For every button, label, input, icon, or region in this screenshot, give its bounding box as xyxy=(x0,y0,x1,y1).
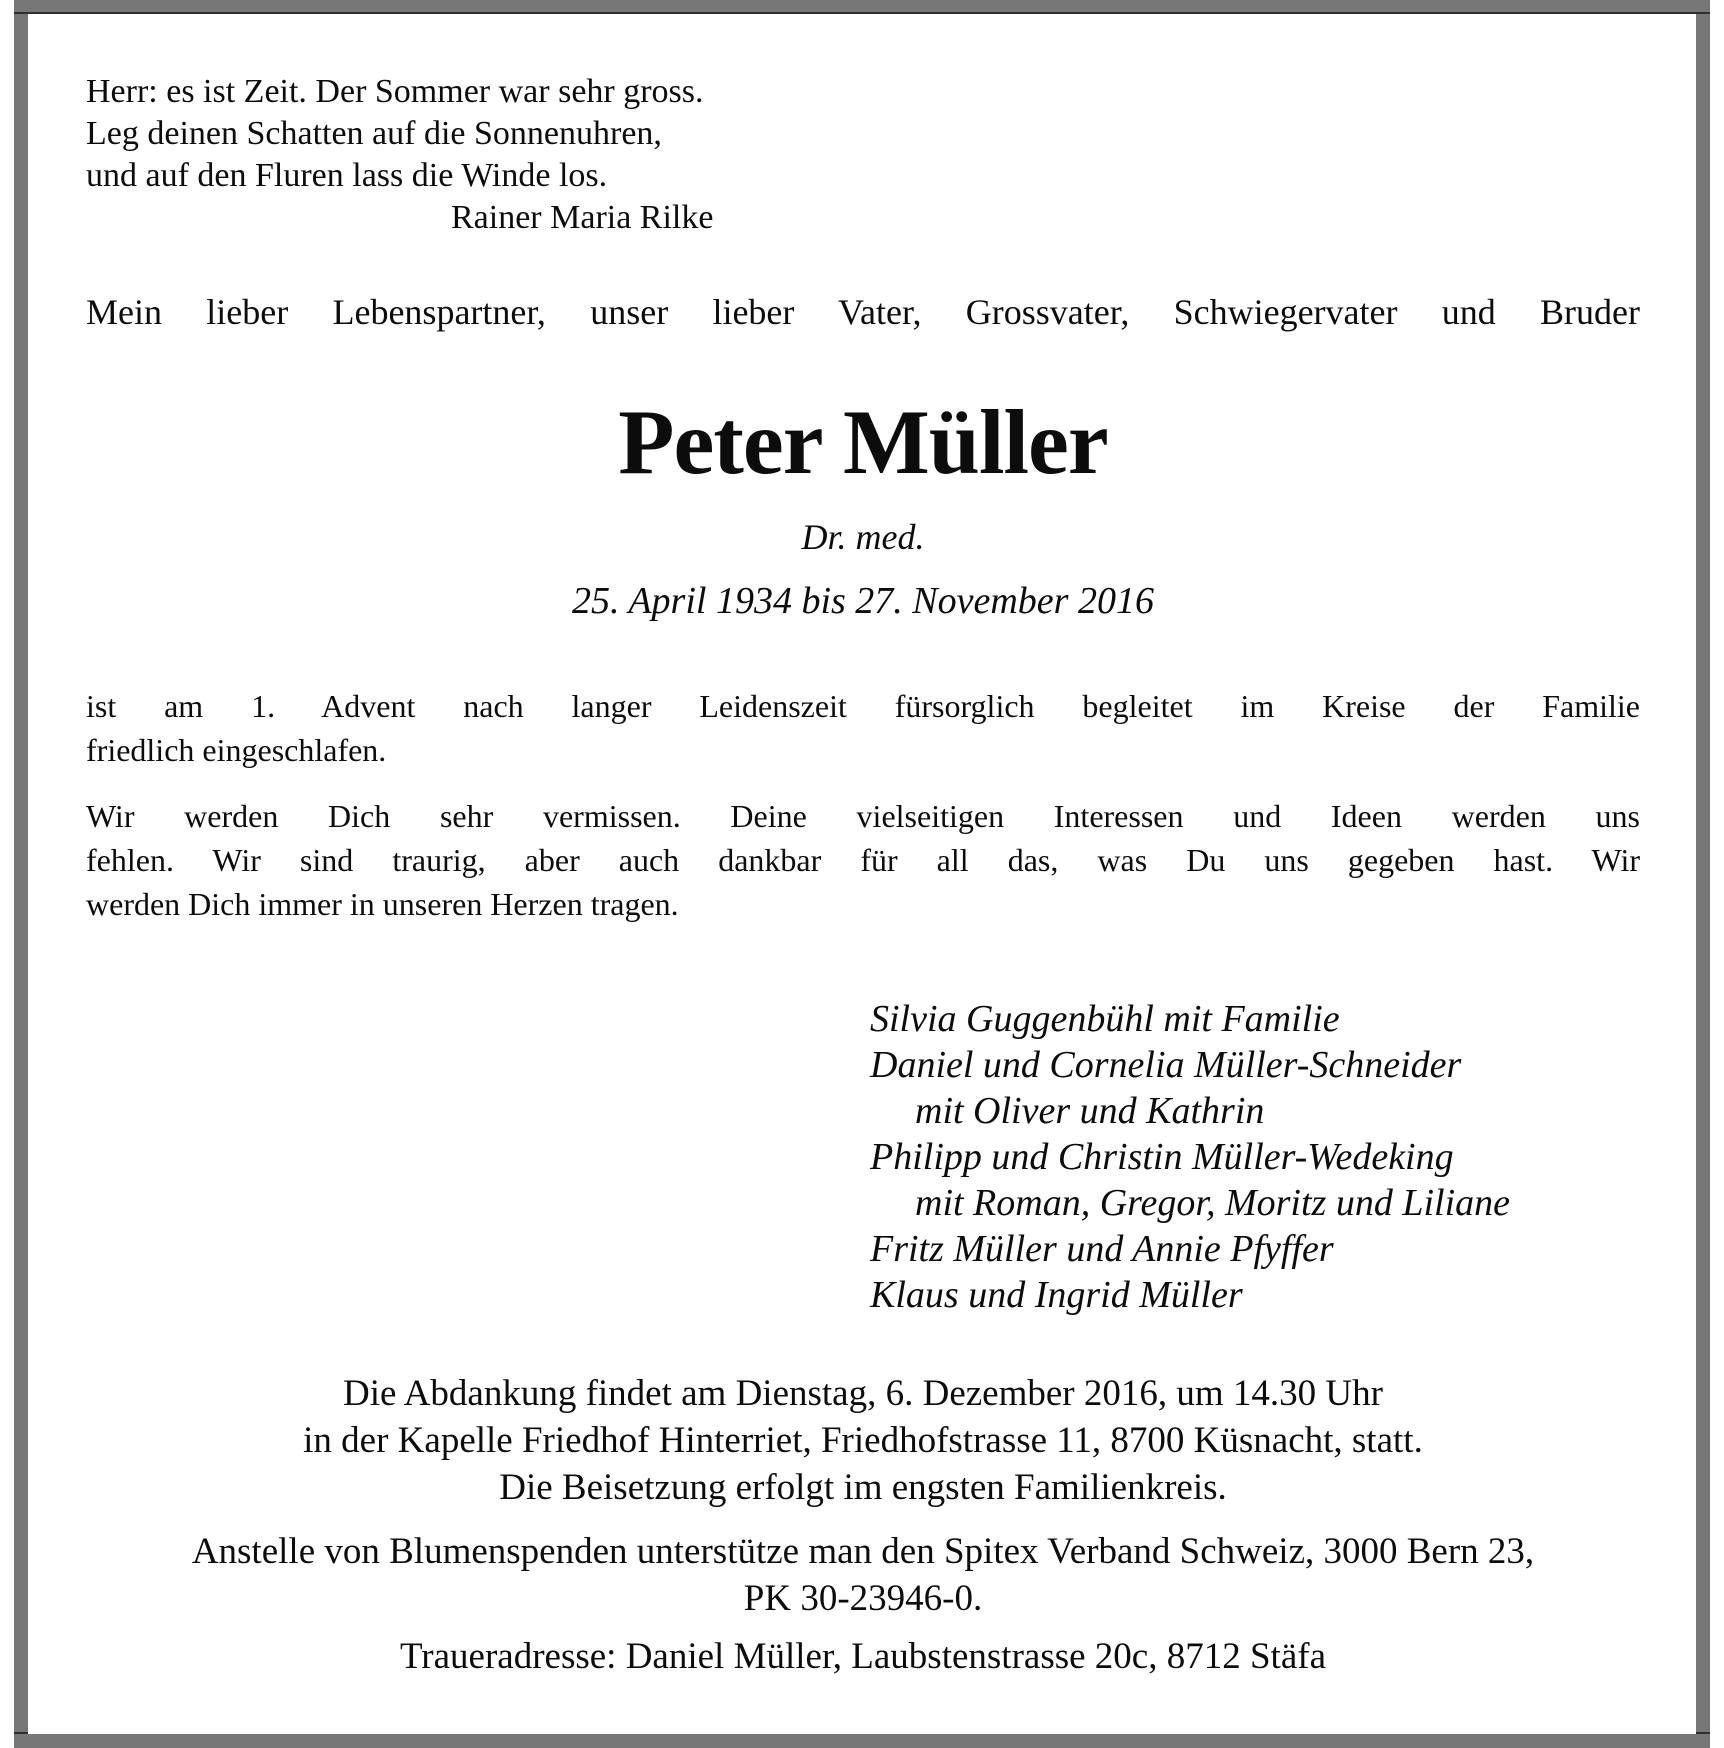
paragraph-line: ist am 1. Advent nach langer Leidenszeit fürsorglich begleitet im Kreise der Familie xyxy=(86,688,1640,724)
intro-line: Mein lieber Lebenspartner, unser lieber Vater, Grossvater, Schwiegervater und Bruder xyxy=(86,292,1640,332)
donation-info xyxy=(86,1528,1640,1622)
mourner-line-indented: mit Oliver und Kathrin xyxy=(915,1090,1265,1132)
poem-line: und auf den Fluren lass die Winde los. xyxy=(86,157,608,194)
paragraph-line: fehlen. Wir sind traurig, aber auch dankbar für all das, was Du uns gegeben hast. Wir xyxy=(86,842,1640,878)
life-dates: 25. April 1934 bis 27. November 2016 xyxy=(572,580,1154,622)
poem-line: Leg deinen Schatten auf die Sonnenuhren, xyxy=(86,115,662,152)
paragraph-line: Wir werden Dich sehr vermissen. Deine vielseitigen Interessen und Ideen werden uns xyxy=(86,798,1640,834)
deceased-title: Dr. med. xyxy=(801,517,925,557)
paragraph-line: werden Dich immer in unseren Herzen tragen. xyxy=(86,886,679,922)
service-line: in der Kapelle Friedhof Hinterriet, Friedhofstrasse 11, 8700 Küsnacht, statt. xyxy=(303,1420,1423,1461)
donation-line: Anstelle von Blumenspenden unterstütze man den Spitex Verband Schweiz, 3000 Bern 23, xyxy=(191,1531,1535,1572)
paragraph-line: friedlich eingeschlafen. xyxy=(86,732,387,768)
service-line: Die Abdankung findet am Dienstag, 6. Dezember 2016, um 14.30 Uhr xyxy=(343,1373,1383,1414)
mourning-address: Traueradresse: Daniel Müller, Laubstenstrasse 20c, 8712 Stäfa xyxy=(399,1636,1326,1677)
mourners-list xyxy=(870,996,1640,1318)
poem-attribution: Rainer Maria Rilke xyxy=(451,199,714,236)
notice-content xyxy=(86,0,1640,1748)
service-line: Die Beisetzung erfolgt im engsten Familienkreis. xyxy=(499,1467,1227,1508)
obituary-paragraph-1 xyxy=(86,684,1640,772)
poem-line: Herr: es ist Zeit. Der Sommer war sehr gross. xyxy=(86,73,704,110)
poem-quote xyxy=(86,71,1640,239)
funeral-service-info xyxy=(86,1370,1640,1511)
mourner-line: Philipp und Christin Müller-Wedeking xyxy=(870,1136,1454,1178)
donation-line: PK 30-23946-0. xyxy=(743,1578,983,1619)
mourner-line: Klaus und Ingrid Müller xyxy=(870,1274,1243,1316)
frame-border-right xyxy=(1696,14,1710,1734)
mourner-line: Daniel und Cornelia Müller-Schneider xyxy=(870,1044,1462,1086)
mourner-line: Silvia Guggenbühl mit Familie xyxy=(870,998,1340,1040)
mourner-line-indented: mit Roman, Gregor, Moritz und Liliane xyxy=(915,1182,1510,1224)
frame-border-left xyxy=(14,14,28,1734)
deceased-name: Peter Müller xyxy=(618,391,1108,493)
obituary-paragraph-2 xyxy=(86,794,1640,926)
mourner-line: Fritz Müller und Annie Pfyffer xyxy=(870,1228,1334,1270)
